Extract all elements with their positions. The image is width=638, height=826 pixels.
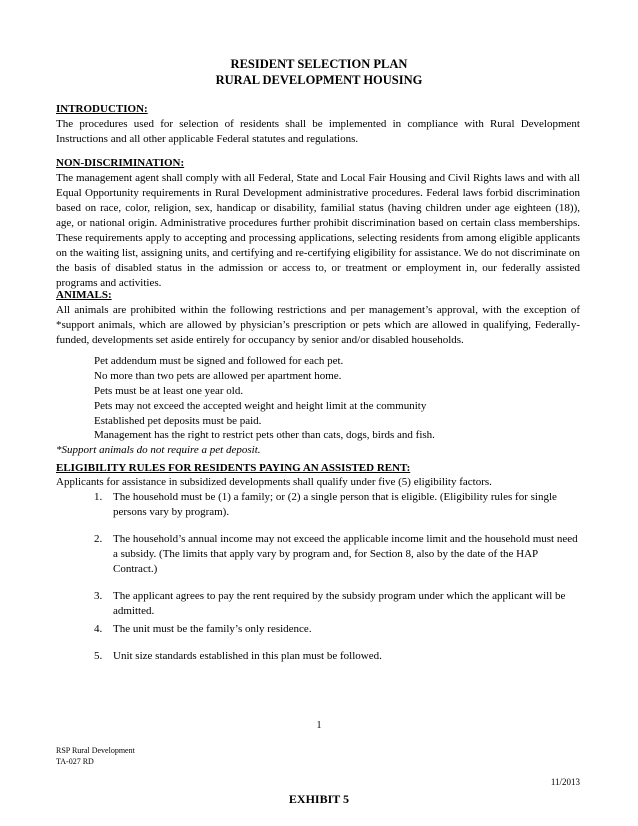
non-discrimination-heading: NON-DISCRIMINATION: (56, 157, 185, 169)
eligibility-heading: ELIGIBILITY RULES FOR RESIDENTS PAYING AN ASSISTED RENT: (56, 462, 411, 474)
pet-rule: Pets must be at least one year old. (94, 385, 244, 397)
eligibility-item-text: The household must be (1) a family; or (2) a single person that is eligible. (Eligibility rules for single persons vary by program). (113, 491, 557, 518)
eligibility-item-number: 1. (94, 491, 103, 503)
animals-section (56, 288, 580, 348)
introduction-text: The procedures used for selection of residents shall be implemented in compliance with Rural Development Instructions and all other applicable Federal statutes and regulations. (56, 118, 580, 145)
non-discrimination-section (56, 156, 580, 291)
pet-rule: No more than two pets are allowed per apartment home. (94, 370, 342, 382)
eligibility-item-text: The unit must be the family’s only residence. (113, 623, 312, 635)
non-discrimination-text: The management agent shall comply with all Federal, State and Local Fair Housing and Civil Rights laws and with all Equal Opportunity requirements in Rural Development administrative procedures. Federal laws forbid discrimination based on race, color, religion, sex, handicap or disability, familial status (having children under age eighteen (18)), age, or national origin. Administrative procedures further prohibit discrimination based on certain class memberships. These requirements apply to accepting and processing applications, selecting residents from among eligible applicants on the waiting list, assigning units, and certifying and re-certifying eligibility for assistance. We do not discriminate on the basis of disabled status in the admission or access to, or treatment or employment in, our federally assisted programs and activities. (56, 172, 580, 289)
footer-document-code: TA-027 RD (56, 757, 94, 766)
pet-rule: Pets may not exceed the accepted weight and height limit at the community (94, 400, 427, 412)
footer-date: 11/2013 (550, 777, 580, 787)
eligibility-item-text: The household’s annual income may not exceed the applicable income limit and the household must need a subsidy. (The limits that apply vary by program and, for Section 8, also by the date of the HAP Contract.) (113, 533, 578, 575)
eligibility-item-text: Unit size standards established in this plan must be followed. (113, 650, 382, 662)
pet-rule: Management has the right to restrict pets other than cats, dogs, birds and fish. (94, 429, 435, 441)
introduction-heading: INTRODUCTION: (56, 103, 148, 115)
eligibility-item-number: 4. (94, 623, 103, 635)
footer-document-name: RSP Rural Development (56, 746, 135, 755)
document-title: RESIDENT SELECTION PLAN (230, 57, 408, 71)
exhibit-label: EXHIBIT 5 (288, 792, 350, 806)
page-number: 1 (316, 720, 322, 731)
animals-heading: ANIMALS: (56, 289, 112, 301)
eligibility-item-number: 5. (94, 650, 103, 662)
pet-rule: Pet addendum must be signed and followed for each pet. (94, 355, 344, 367)
eligibility-item-number: 2. (94, 533, 103, 545)
pet-rule: Established pet deposits must be paid. (94, 415, 262, 427)
support-animal-note: *Support animals do not require a pet deposit. (56, 444, 261, 456)
introduction-section (56, 102, 580, 147)
document-subtitle: RURAL DEVELOPMENT HOUSING (215, 73, 423, 87)
eligibility-intro: Applicants for assistance in subsidized developments shall qualify under five (5) eligibility factors. (56, 476, 492, 488)
eligibility-item-text: The applicant agrees to pay the rent required by the subsidy program under which the applicant will be admitted. (113, 590, 566, 617)
eligibility-item-number: 3. (94, 590, 103, 602)
animals-text: All animals are prohibited within the following restrictions and per management’s approval, with the exception of *support animals, which are allowed by physician’s prescription or pets which are allowed in qualifying, Federally-funded, developments set aside entirely for occupancy by senior and/or disabled households. (56, 304, 580, 346)
